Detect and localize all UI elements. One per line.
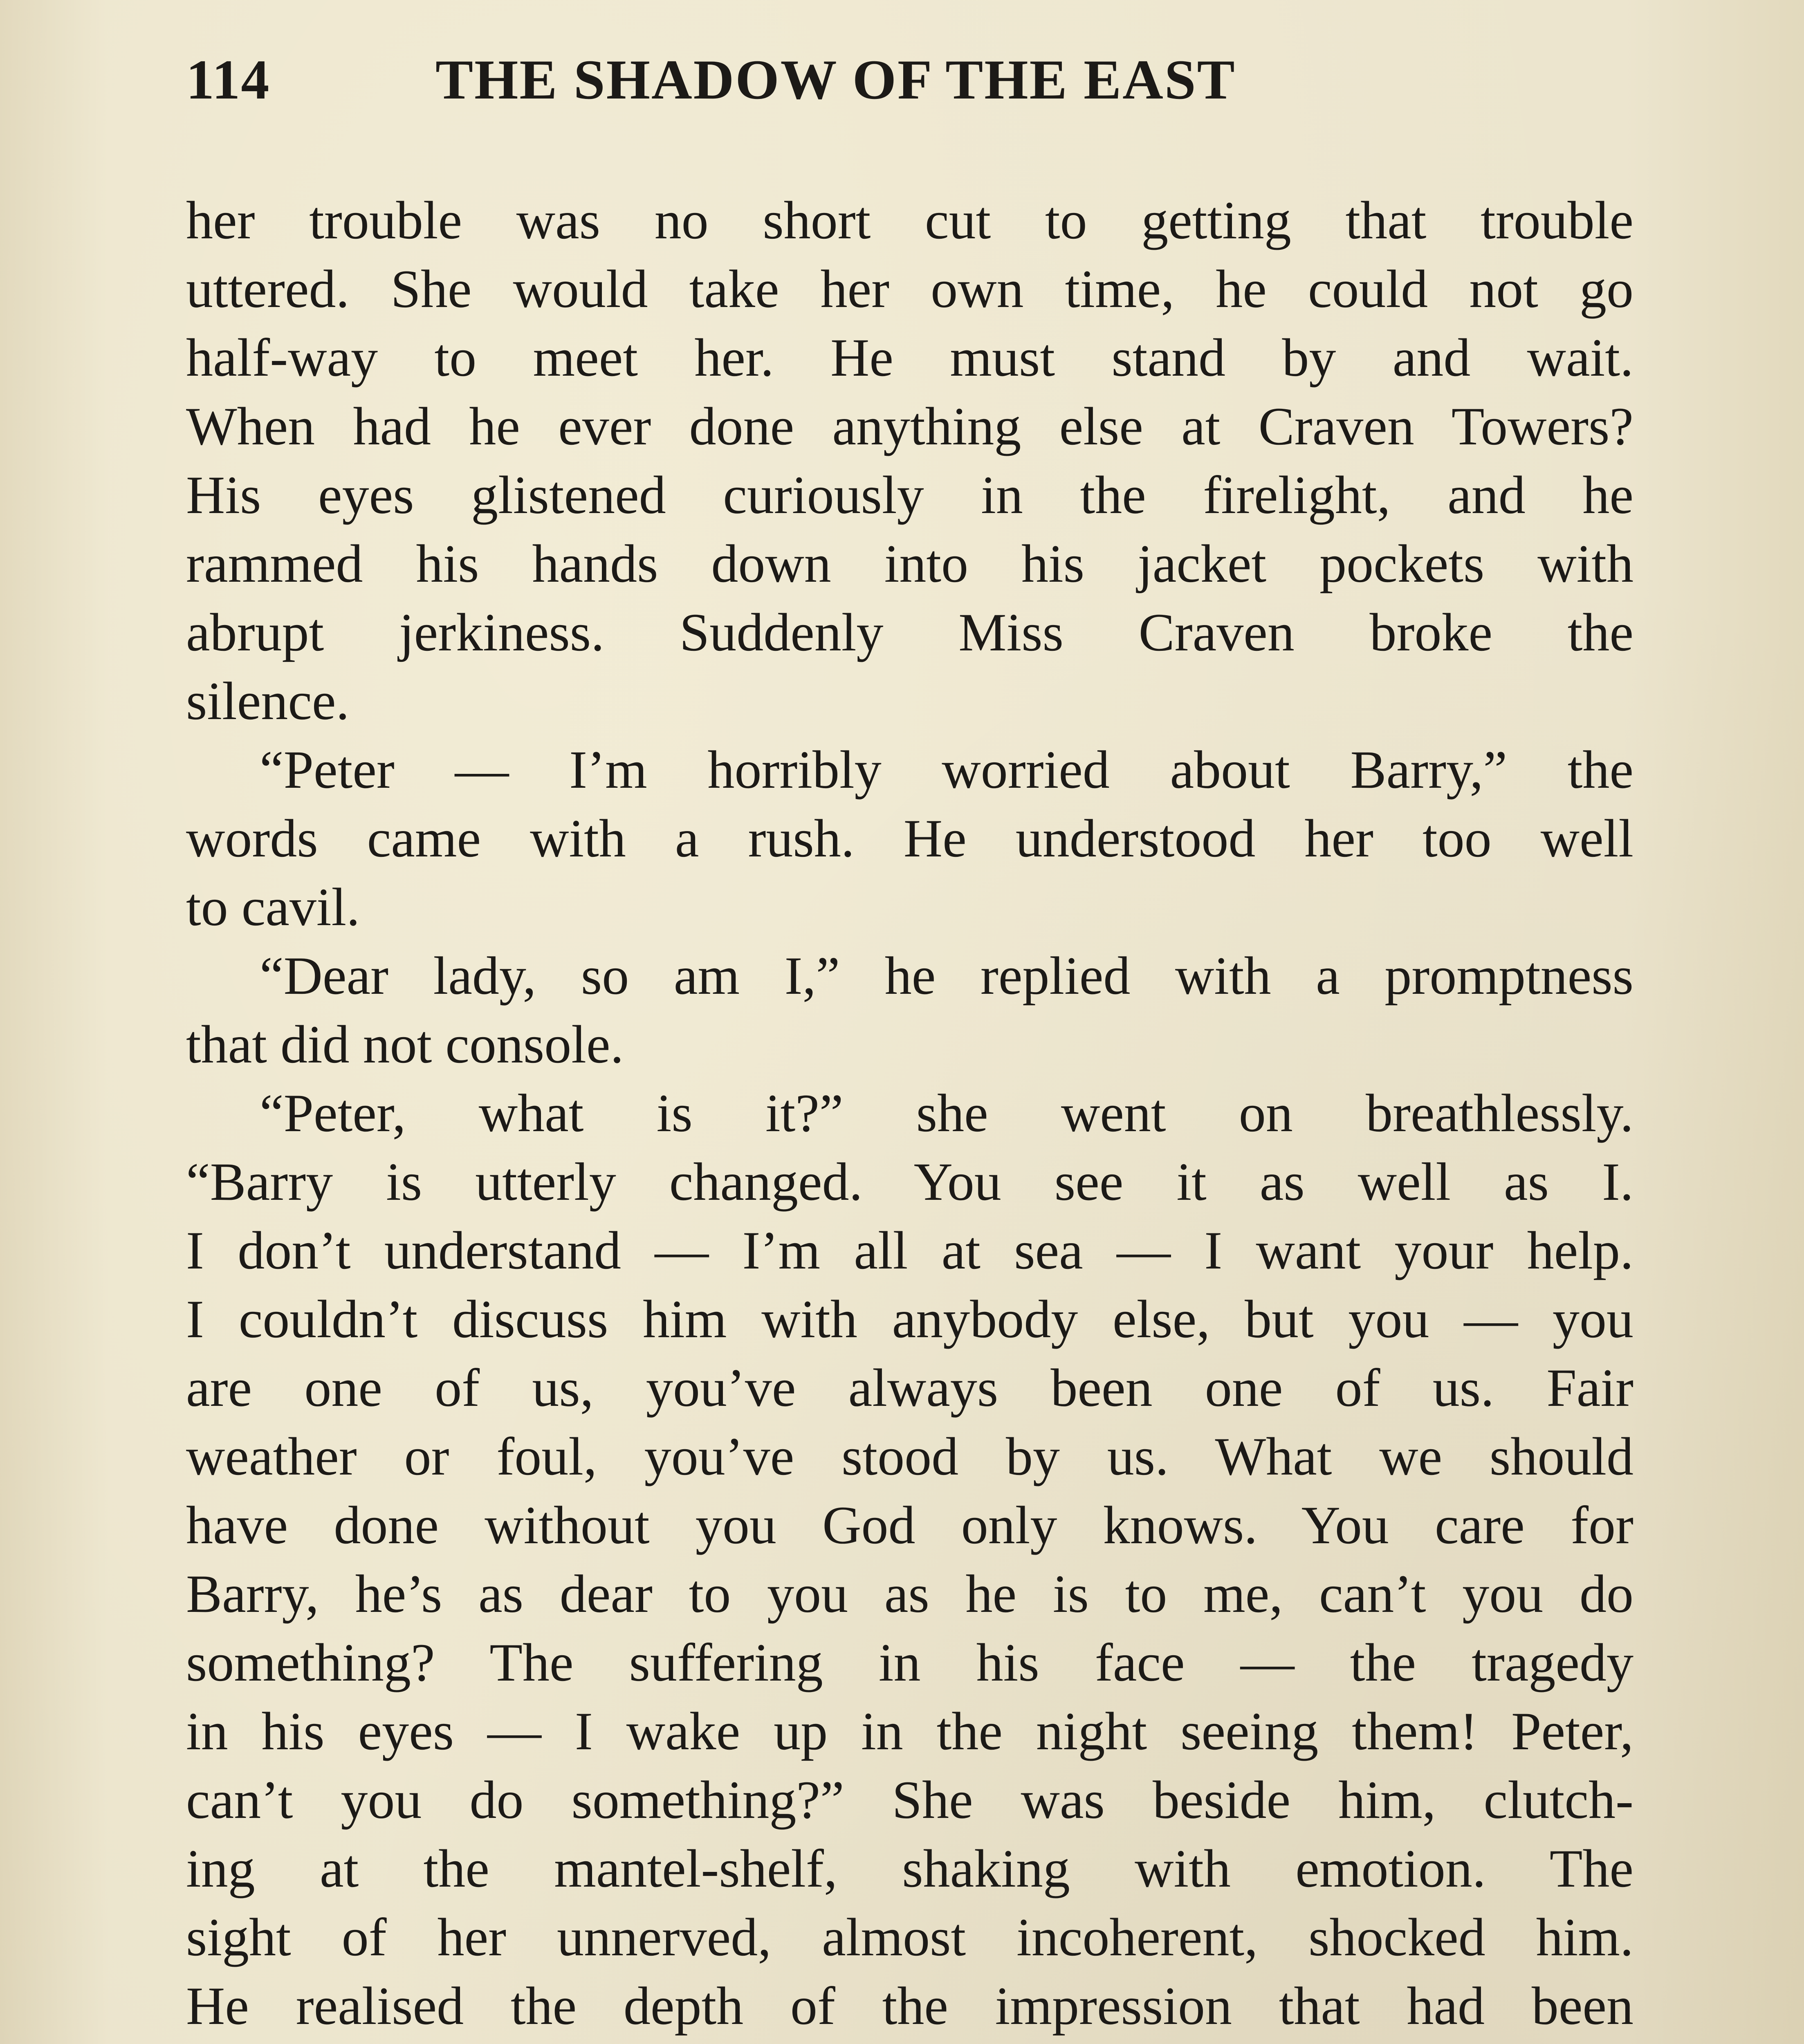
text-line: When had he ever done anything else at Craven Towers?: [186, 396, 1633, 456]
text-line: half-way to meet her. He must stand by and wait.: [186, 327, 1633, 388]
text-line: uttered. She would take her own time, he could not go: [186, 259, 1633, 319]
text-line: “Barry is utterly changed. You see it as well as I.: [186, 1152, 1633, 1212]
text-line: “Peter — I’m horribly worried about Barry,” the: [260, 740, 1633, 800]
text-line: “Dear lady, so am I,” he replied with a promptness: [260, 946, 1633, 1006]
text-line: sight of her unnerved, almost incoherent, shocked him.: [186, 1907, 1633, 1967]
text-line: weather or foul, you’ve stood by us. What we should: [186, 1426, 1633, 1486]
text-line: have done without you God only knows. You care for: [186, 1495, 1633, 1555]
text-line: ing at the mantel-shelf, shaking with emotion. The: [186, 1838, 1633, 1898]
text-line: words came with a rush. He understood her too well: [186, 808, 1633, 868]
text-line: abrupt jerkiness. Suddenly Miss Craven broke the: [186, 602, 1633, 662]
text-line: can’t you do something?” She was beside him, clutch-: [186, 1770, 1633, 1830]
body-text: [186, 186, 1633, 2044]
text-line: her trouble was no short cut to getting that trouble: [186, 190, 1633, 250]
text-line: He realised the depth of the impression that had been: [186, 1976, 1633, 2036]
text-line: I don’t understand — I’m all at sea — I want your help.: [186, 1220, 1633, 1280]
text-line: in his eyes — I wake up in the night seeing them! Peter,: [186, 1701, 1633, 1761]
text-line: [186, 2040, 1633, 2044]
text-line: Barry, he’s as dear to you as he is to me, can’t you do: [186, 1564, 1633, 1624]
page-header: [186, 43, 1633, 117]
text-line: His eyes glistened curiously in the firelight, and he: [186, 465, 1633, 525]
text-line: “Peter, what is it?” she went on breathlessly.: [260, 1083, 1633, 1143]
text-line: rammed his hands down into his jacket pockets with: [186, 533, 1633, 594]
text-line: are one of us, you’ve always been one of us. Fair: [186, 1358, 1633, 1418]
text-line: that did not console.: [186, 1014, 624, 1074]
text-line: silence.: [186, 671, 350, 731]
text-line: to cavil.: [186, 877, 360, 937]
running-title: THE SHADOW OF THE EAST: [435, 48, 1236, 111]
text-line: something? The suffering in his face — the tragedy: [186, 1632, 1633, 1692]
text-line: I couldn’t discuss him with anybody else, but you — you: [186, 1289, 1633, 1349]
page-number: 114: [186, 48, 270, 111]
